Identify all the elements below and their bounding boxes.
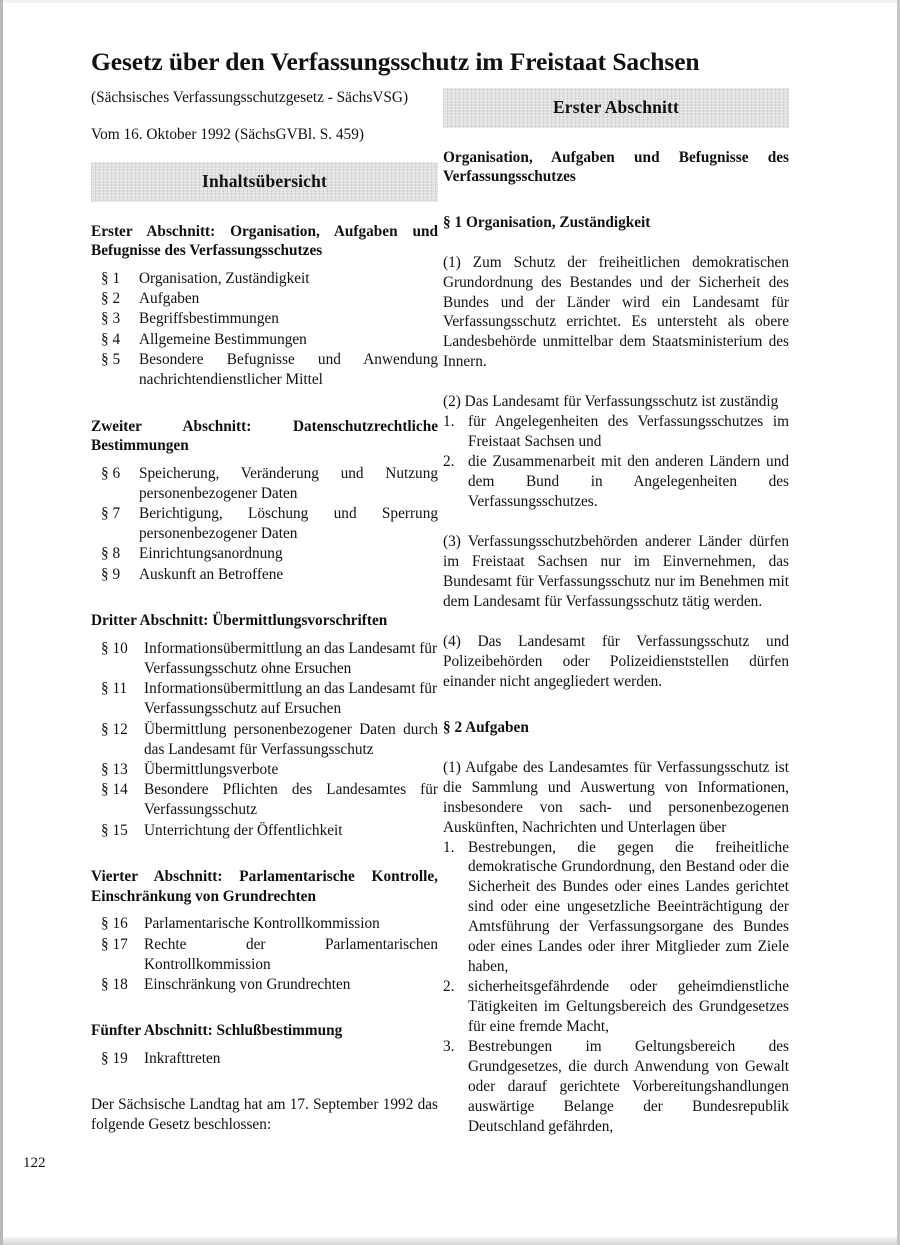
toc-entry-label: Besondere Pflichten des Landesamtes für Verfassungsschutz (144, 781, 438, 819)
toc-entry-paragraph: § 13 (101, 761, 128, 778)
list-item-number: 2. (443, 453, 455, 471)
toc-section-heading-4: Vierter Abschnitt: Parlamentarische Kontrolle, Einschränkung von Grundrechten (91, 868, 438, 905)
toc-entry-paragraph: § 1 (101, 269, 121, 287)
list-item (443, 412, 789, 452)
scan-edge-top (3, 0, 897, 3)
toc-entry-label: Übermittlung personenbezogener Daten durch das Landesamt für Verfassungsschutz (144, 720, 438, 758)
toc-entry[interactable] (91, 639, 438, 679)
toc-entry-label: Organisation, Zuständigkeit (139, 269, 310, 287)
paragraph-2-heading: § 2 Aufgaben (443, 718, 529, 736)
toc-entry-paragraph: § 12 (101, 720, 128, 738)
right-column (443, 88, 789, 1137)
list-item-number: 1. (443, 413, 455, 431)
toc-section-heading-5: Fünfter Abschnitt: Schlußbestimmung (91, 1022, 343, 1040)
list-item (443, 452, 789, 512)
toc-entry-label: Unterrichtung der Öffentlichkeit (144, 821, 343, 839)
toc-section-heading-3: Dritter Abschnitt: Übermittlungsvorschriften (91, 612, 388, 630)
toc-entry[interactable] (91, 821, 438, 841)
scan-edge-bottom (3, 1236, 897, 1245)
page-number: 122 (23, 1155, 46, 1171)
paragraph-1-abs-2-list (443, 412, 789, 512)
toc-entry[interactable] (91, 780, 438, 820)
toc-section-heading-1: Erster Abschnitt: Organisation, Aufgaben und Befugnisse des Verfassungsschutzes (91, 222, 438, 260)
toc-entry-paragraph: § 4 (101, 330, 121, 348)
toc-entry-paragraph: § 10 (101, 639, 128, 657)
toc-entry[interactable] (91, 269, 438, 289)
paragraph-1-abs-1: (1) Zum Schutz der freiheitlichen demokratischen Grundordnung des Bestandes und der Sicherheit des Bundes und der Länder wird ein Landesamt für Verfassungsschutz errichtet. Es untersteht als obere Landesbehörde unmittelbar dem Staatsministerium des Innern. (443, 253, 789, 371)
toc-entry-paragraph: § 17 (101, 935, 128, 953)
left-column (91, 88, 438, 1135)
toc-entry[interactable] (91, 679, 438, 719)
toc-entry[interactable] (91, 914, 438, 934)
toc-entry-label: Parlamentarische Kontrollkommission (144, 915, 380, 933)
toc-entry-label: Inkrafttreten (144, 1049, 221, 1067)
toc-list-4 (91, 914, 438, 995)
toc-entry-label: Übermittlungsverbote (144, 761, 279, 778)
toc-entry-paragraph: § 19 (101, 1049, 128, 1067)
toc-entry[interactable] (91, 720, 438, 760)
list-item-number: 2. (443, 978, 455, 996)
toc-entry-paragraph: § 11 (101, 680, 128, 698)
toc-list-1 (91, 269, 438, 391)
toc-entry[interactable] (91, 309, 438, 329)
toc-entry-label: Allgemeine Bestimmungen (139, 330, 307, 348)
enactment-paragraph: Der Sächsische Landtag hat am 17. September 1992 das folgende Gesetz beschlossen: (91, 1096, 438, 1134)
toc-entry-label: Informationsübermittlung an das Landesamt für Verfassungsschutz ohne Ersuchen (144, 639, 438, 677)
toc-entry-label: Begriffsbestimmungen (139, 310, 279, 328)
toc-entry[interactable] (91, 565, 438, 585)
list-item (443, 1037, 789, 1137)
list-item (443, 977, 789, 1037)
document-subtitle: (Sächsisches Verfassungsschutzgesetz - SächsVSG) (91, 89, 409, 106)
toc-entry[interactable] (91, 464, 438, 504)
toc-entry-paragraph: § 8 (101, 545, 121, 563)
list-item-text: sicherheitsgefährdende oder geheimdienstliche Tätigkeiten im Geltungsbereich des Grundgesetzes für eine fremde Macht, (468, 978, 789, 1036)
page-title: Gesetz über den Verfassungsschutz im Freistaat Sachsen (91, 47, 700, 77)
list-item-text: die Zusammenarbeit mit den anderen Ländern und dem Bund in Angelegenheiten des Verfassungsschutzes. (468, 453, 789, 511)
toc-entry-paragraph: § 2 (101, 290, 121, 308)
toc-entry[interactable] (91, 350, 438, 390)
toc-entry-label: Einschränkung von Grundrechten (144, 976, 351, 994)
list-item-number: 1. (443, 838, 455, 856)
toc-entry-paragraph: § 7 (101, 505, 121, 523)
toc-entry-paragraph: § 15 (101, 821, 128, 839)
paragraph-2-abs-1-intro: (1) Aufgabe des Landesamtes für Verfassungsschutz ist die Sammlung und Auswertung von Informationen, insbesondere von sach- und personenbezogenen Auskünften, Nachrichten und Unterlagen über (443, 758, 789, 836)
toc-list-2 (91, 464, 438, 585)
toc-entry[interactable] (91, 544, 438, 564)
document-date-line: Vom 16. Oktober 1992 (SächsGVBl. S. 459) (91, 125, 364, 143)
list-item-text: Bestrebungen im Geltungsbereich des Grundgesetzes, die durch Anwendung von Gewalt oder darauf gerichtete Vorbereitungshandlungen auswärtige Belange der Bundesrepublik Deutschland gefährden, (468, 1038, 789, 1135)
toc-entry-label: Speicherung, Veränderung und Nutzung personenbezogener Daten (139, 464, 438, 502)
toc-section-heading-2: Zweiter Abschnitt: Datenschutzrechtliche Bestimmungen (91, 417, 438, 455)
toc-entry-paragraph: § 6 (101, 464, 121, 482)
section-subtitle: Organisation, Aufgaben und Befugnisse des Verfassungsschutzes (443, 148, 789, 186)
toc-entry-paragraph: § 9 (101, 565, 121, 583)
toc-entry-paragraph: § 5 (101, 351, 121, 369)
toc-entry[interactable] (91, 1049, 438, 1069)
toc-entry[interactable] (91, 504, 438, 544)
toc-entry[interactable] (91, 760, 438, 780)
list-item-number: 3. (443, 1038, 455, 1056)
toc-entry-label: Einrichtungsanordnung (139, 545, 283, 563)
toc-entry-label: Informationsübermittlung an das Landesamt für Verfassungsschutz auf Ersuchen (144, 680, 438, 718)
paragraph-1-abs-2-intro: (2) Das Landesamt für Verfassungsschutz ist zuständig (443, 393, 779, 411)
toc-entry-paragraph: § 18 (101, 976, 128, 994)
toc-entry-paragraph: § 14 (101, 781, 128, 799)
toc-list-3 (91, 639, 438, 841)
list-item-text: für Angelegenheiten des Verfassungsschutzes im Freistaat Sachsen und (468, 413, 789, 451)
paragraph-1-abs-4: (4) Das Landesamt für Verfassungsschutz und Polizeibehörden oder Polizeidienststellen dürfen einander nicht angegliedert werden. (443, 632, 789, 690)
toc-entry-label: Berichtigung, Löschung und Sperrung personenbezogener Daten (139, 505, 438, 542)
toc-entry[interactable] (91, 330, 438, 350)
toc-entry-label: Aufgaben (139, 290, 200, 308)
toc-entry-paragraph: § 3 (101, 310, 121, 328)
toc-entry[interactable] (91, 975, 438, 995)
toc-entry-label: Besondere Befugnisse und Anwendung nachrichtendienstlicher Mittel (139, 351, 438, 389)
list-item-text: Bestrebungen, die gegen die freiheitliche demokratische Grundordnung, den Bestand oder die Sicherheit des Bundes oder eines Landes gerichtet sind oder eine ungesetzliche Beeinträchtigung der Amtsführung der Verfassungsorgane des Bundes oder eines Landes oder ihrer Mitglieder zum Ziele haben, (468, 838, 789, 976)
list-item (443, 838, 789, 978)
toc-entry-label: Auskunft an Betroffene (139, 565, 284, 583)
paragraph-1-abs-3: (3) Verfassungsschutzbehörden anderer Länder dürfen im Freistaat Sachsen nur im Einvernehmen, das Bundesamt für Verfassungsschutz nur im Benehmen mit dem Landesamt für Verfassungsschutz tätig werden. (443, 533, 789, 610)
paragraph-1-heading: § 1 Organisation, Zuständigkeit (443, 213, 651, 231)
toc-list-5 (91, 1049, 438, 1069)
toc-entry[interactable] (91, 289, 438, 309)
toc-entry-paragraph: § 16 (101, 915, 128, 933)
toc-banner: Inhaltsübersicht (91, 162, 438, 202)
toc-entry-label: Rechte der Parlamentarischen Kontrollkommission (144, 935, 438, 973)
toc-entry[interactable] (91, 935, 438, 975)
section-banner: Erster Abschnitt (443, 88, 789, 128)
paragraph-2-abs-1-list (443, 838, 789, 1137)
